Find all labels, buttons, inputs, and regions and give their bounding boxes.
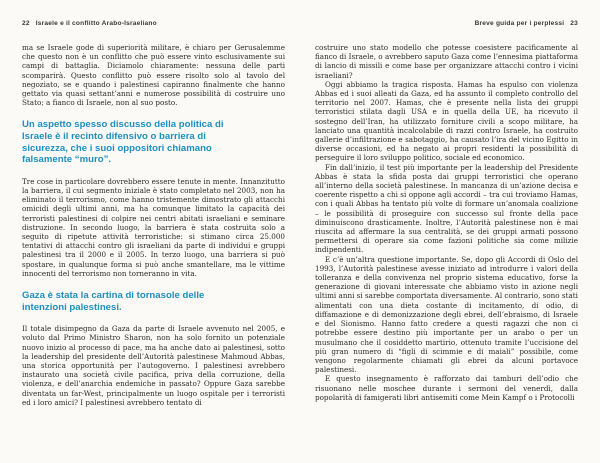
body-paragraph: Il totale disimpegno da Gaza da parte di Israele avvenuto nel 2005, e voluto dal Primo Ministro Sharon, non ha solo fornito un potenziale nuovo inizio al processo di pace, ma ha anche dato ai palestinesi, sotto la leadership del presidente dell’Autorità palestinese Mahmoud Abbas, una storica opportunità per l’autogoverno. I palestinesi avrebbero instaurato una società civile pacifica, priva della corruzione, della violenza, e dell’anarchia endemiche in passato? Oppure Gaza sarebbe diventata un far-West, principalmente un luogo ospitale per i terroristi ed i loro amici? I palestinesi avrebbero tentato di	[22, 324, 285, 407]
left-page-body	[22, 43, 285, 407]
page-left	[22, 20, 285, 407]
section-heading-gaza: Gaza è stata la cartina di tornasole delle intenzioni palestinesi.	[22, 290, 205, 313]
running-head-right	[315, 20, 578, 27]
body-paragraph: costruire uno stato modello che potesse coesistere pacificamente al fianco di Israele, o avrebbero saputo Gaza come l’ennesima piattaforma di lancio di missili e come base per organizzare attacchi contro i vicini israeliani?	[315, 43, 578, 80]
page-right	[315, 20, 578, 402]
body-paragraph: Oggi abbiamo la tragica risposta. Hamas ha espulso con violenza Abbas ed i suoi alleati da Gaza, ed ha assunto il completo controllo del territorio nel 2007. Hamas, che è presente nella lista dei gruppi terroristici stilata dagli USA e in quella della UE, ha ricevuto il sostegno dell’Iran, ha utilizzato forniture civili a scopo militare, ha lanciato una quantità incalcolabile di razzi contro Israele, ha costruito gallerie d’infiltrazione e sabotaggio, ha causato l’ira del vicino Egitto in diverse occasioni, ed ha negato ai propri residenti la possibilità di perseguire il loro sviluppo politico, sociale ed economico.	[315, 79, 578, 163]
running-head-left	[22, 20, 285, 27]
running-title-left: Israele e il conflitto Arabo-Israeliano	[35, 20, 157, 27]
body-paragraph: ma se Israele gode di superiorità militare, è chiaro per Gerusalemme che questo non è un conflitto che può essere vinto esclusivamente sui campi di battaglia. Diciamolo chiaramente: nessuna delle parti scomparirà. Questo conflitto può essere risolto solo al tavolo del negoziato, se e quando i palestinesi capiranno finalmente che hanno gettato via quasi settant’anni e numerose possibilità di costruire uno Stato; a fianco di Israele, non al suo posto.	[22, 43, 285, 108]
page-number-left: 22	[22, 20, 30, 27]
body-paragraph: Fin dall’inizio, il test più importante per la leadership del Presidente Abbas è stata la sfida posta dai gruppi terroristici che operano all’interno della società palestinese. In mancanza di un’azione decisa e coerente rispetto a chi si oppone agli accordi – tra cui troviamo Hamas, con i quali Abbas ha tentato più volte di formare un’anomala coalizione – le possibilità di proseguire con successo sul fronte della pace diminuiscono drasticamente. Inoltre, l’Autorità palestinese non è mai riuscita ad affermare la sua centralità, se dei gruppi armati possono permettersi di operare sia come fazioni politiche sia come milizie indipendenti.	[315, 162, 578, 255]
page-number-right: 23	[570, 20, 578, 27]
right-page-body	[315, 43, 578, 402]
body-paragraph: E c’è un’altra questione importante. Se, dopo gli Accordi di Oslo del 1993, l’Autorità palestinese avesse iniziato ad introdurre i valori della tolleranza e della convivenza nel proprio sistema educativo, forse la generazione di giovani interessate che abbiamo visto in azione negli ultimi anni si sarebbe comportata diversamente. Al contrario, sono stati alimentati con una dieta costante di incitamento, di odio, di diffamazione e di demonizzazione degli ebrei, dell’ebraismo, di Israele e del Sionismo. Hanno fatto credere a questi ragazzi che non ci potrebbe essere destino più importante per un arabo o per un musulmano che il cosiddetto martirio, ottenuto tramite l’uccisione del più gran numero di “figli di scimmie e di maiali” possibile, come vengono regolarmente chiamati gli ebrei da alcuni portavoce palestinesi.	[315, 254, 578, 375]
running-title-right: Breve guida per i perplessi	[474, 20, 565, 27]
body-paragraph: E questo insegnamento è rafforzato dai tamburi dell’odio che risuonano nelle moschee durante i sermoni del venerdì, dalla popolarità di famigerati libri antisemiti come Mein Kampf o i Protocolli	[315, 374, 578, 402]
section-heading-barrier: Un aspetto spesso discusso della politica di Israele è il recinto difensivo o barriera di sicurezza, che i suoi oppositori chiamano falsamente “muro”.	[22, 119, 224, 166]
body-paragraph: Tre cose in particolare dovrebbero essere tenute in mente. Innanzitutto la barriera, il cui segmento iniziale è stato completato nel 2003, non ha eliminato il terrorismo, come hanno tristemente dimostrato gli attacchi omicidi degli ultimi anni, ma ha comunque limitato la capacità dei terroristi palestinesi di colpire nei centri abitati israeliani e seminare distruzione. In secondo luogo, la barriera è stata costruita solo a seguito di ripetute attività terroristiche: si stimano circa 25.000 tentativi di attacchi contro gli israeliani da parte di individui e gruppi palestinesi tra il 2000 e il 2005. In terzo luogo, una barriera si può spostare, in qualunque forma si può anche smantellare, ma le vittime innocenti del terrorismo non torneranno in vita.	[22, 176, 285, 278]
